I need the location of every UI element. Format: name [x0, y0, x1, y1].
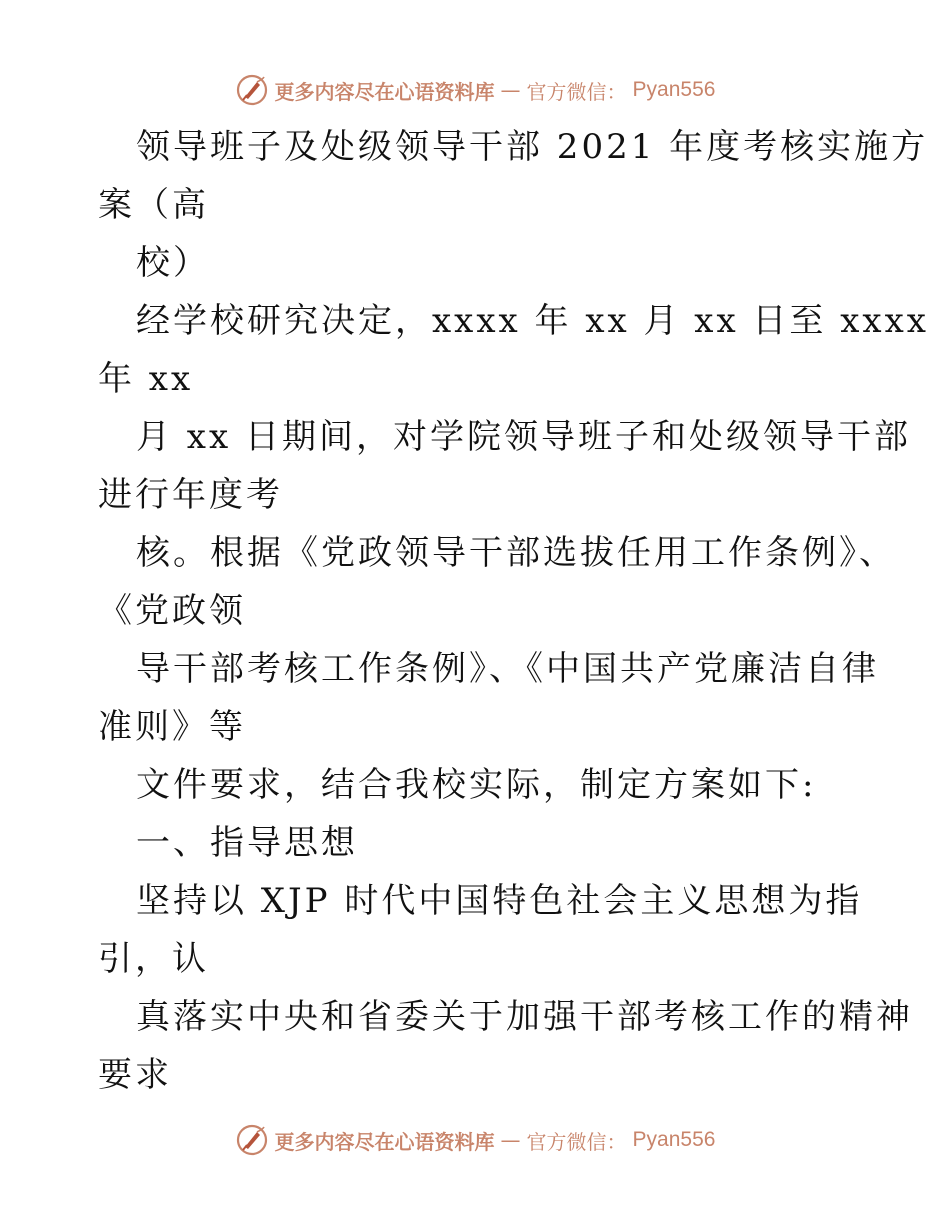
- watermark-handle: Pyan556: [632, 78, 716, 101]
- watermark-contact-label: 官方微信：: [526, 79, 627, 104]
- document-body: [0, 118, 950, 1104]
- watermark-handle: Pyan556: [632, 1128, 716, 1151]
- watermark-separator: —: [500, 78, 521, 102]
- document-line: 文件要求，结合我校实际，制定方案如下:: [136, 765, 817, 805]
- watermark-banner-top: [0, 70, 950, 110]
- section-heading: 一、指导思想: [136, 823, 358, 863]
- document-line: 领导班子及处级领导干部 2021 年度考核实施方: [136, 127, 929, 167]
- document-line: 经学校研究决定，xxxx 年 xx 月 xx 日至 xxxx: [136, 301, 929, 341]
- quill-logo-icon: [235, 1123, 269, 1157]
- watermark-brand: 更多内容尽在心语资料库: [274, 79, 495, 104]
- watermark-separator: —: [500, 1128, 521, 1152]
- quill-logo-icon: [235, 73, 269, 107]
- document-line: 要求: [98, 1055, 172, 1095]
- document-line: 年 xx: [98, 359, 194, 399]
- document-line: 案（高: [98, 185, 209, 225]
- document-line: 准则》等: [98, 707, 246, 747]
- watermark-banner-bottom: [0, 1120, 950, 1160]
- document-line: 引，认: [98, 939, 209, 979]
- document-line: 校）: [136, 243, 210, 283]
- watermark-contact-label: 官方微信：: [526, 1129, 627, 1154]
- document-line: 《党政领: [98, 591, 246, 631]
- document-line: 进行年度考: [98, 475, 283, 515]
- document-line: 真落实中央和省委关于加强干部考核工作的精神: [136, 997, 913, 1037]
- document-line: 月 xx 日期间，对学院领导班子和处级领导干部: [136, 417, 911, 457]
- watermark-brand: 更多内容尽在心语资料库: [274, 1129, 495, 1154]
- document-line: 核。根据《党政领导干部选拔任用工作条例》、: [136, 533, 896, 573]
- document-line: 导干部考核工作条例》、《中国共产党廉洁自律: [136, 649, 879, 689]
- document-line: 坚持以 XJP 时代中国特色社会主义思想为指: [136, 881, 863, 921]
